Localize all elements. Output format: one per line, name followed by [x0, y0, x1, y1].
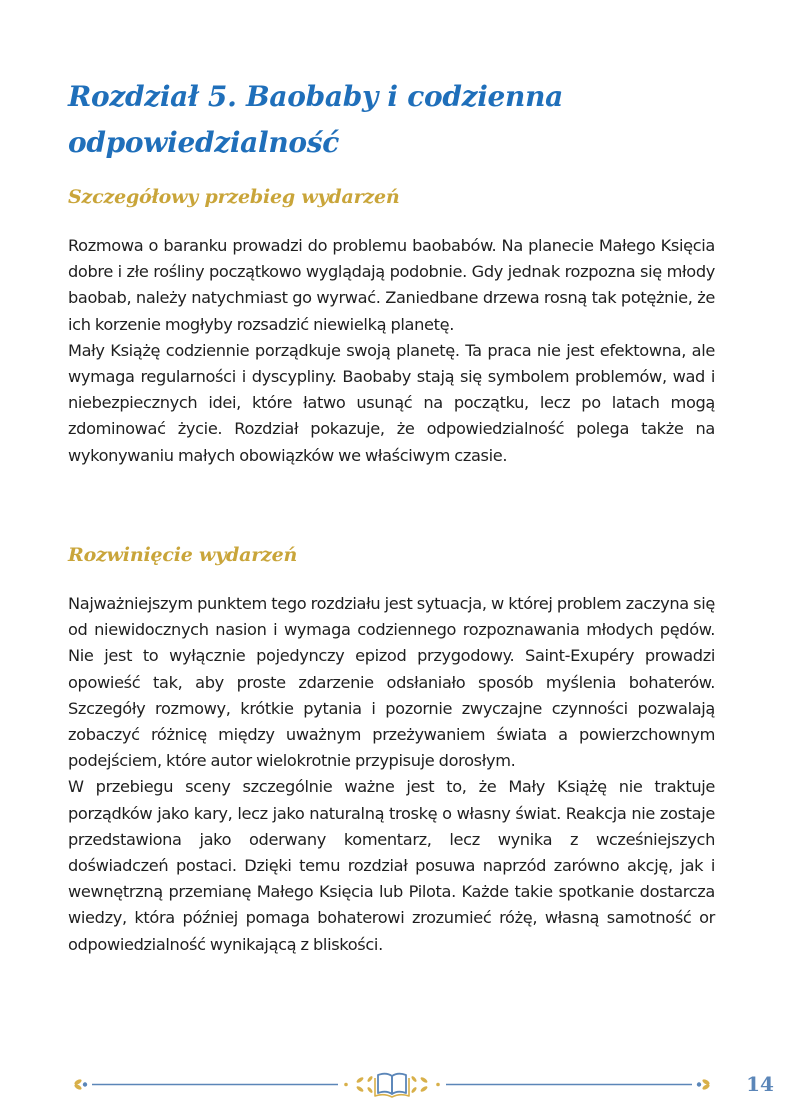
section-body-details [68, 233, 715, 469]
right-leaf-sprig-icon [697, 1078, 711, 1090]
open-book-icon [375, 1074, 409, 1097]
center-right-leaves-icon [411, 1075, 440, 1093]
paragraph: W przebiegu sceny szczególnie ważne jest to, że Mały Książę nie traktuje porządków jako kary, lecz jako naturalną troskę o własny świat. Reakcja nie zostaje przedstawiona jako oderwany komentarz, lecz wynika z wcześniejszych doświadczeń postaci. Dzięki temu rozdział posuwa naprzód zarówno akcję, jak i wewnętrzną przemianę Małego Księcia lub Pilota. Każde takie spotkanie dostarcza wiedzy, która później pomaga bohaterowi zrozumieć różę, własną samotność or odpowiedzialność wynikającą z bliskości. [68, 777, 715, 954]
section-heading-details: Szczegółowy przebieg wydarzeń [68, 186, 400, 208]
section-body-development [68, 591, 715, 958]
paragraph: Mały Książę codziennie porządkuje swoją planetę. Ta praca nie jest efektowna, ale wymaga regularności i dyscypliny. Baobaby stają się symbolem problemów, wad i niebezpiecznych idei, które łatwo usunąć na początku, lecz po latach mogą zdominować życie. Rozdział pokazuje, że odpowiedzialność polega także na wykonywaniu małych obowiązków we właściwym czasie. [68, 340, 715, 465]
page-number: 14 [746, 1072, 774, 1096]
footer-ornament [70, 1066, 715, 1102]
center-left-leaves-icon [344, 1075, 373, 1093]
paragraph: Rozmowa o baranku prowadzi do problemu baobabów. Na planecie Małego Księcia dobre i złe rośliny początkowo wyglądają podobnie. Gdy jednak rozpozna się młody baobab, należy natychmiast go wyrwać. Zaniedbane drzewa rosną tak potężnie, że ich korzenie mogłyby rozsadzić niewielką planetę. [68, 236, 715, 334]
section-heading-development: Rozwinięcie wydarzeń [68, 544, 298, 566]
left-leaf-sprig-icon [74, 1078, 88, 1090]
chapter-title: Rozdział 5. Baobaby i codzienna odpowiedzialność [68, 80, 564, 159]
paragraph: Najważniejszym punktem tego rozdziału jest sytuacja, w której problem zaczyna się od niewidocznych nasion i wymaga codziennego rozpoznawania młodych pędów. Nie jest to wyłącznie pojedynczy epizod przygodowy. Saint-Exupéry prowadzi opowieść tak, aby proste zdarzenie odsłaniało sposób myślenia bohaterów. Szczegóły rozmowy, krótkie pytania i pozornie zwyczajne czynności pozwalają zobaczyć różnicę między uważnym przeżywaniem świata a powierzchownym podejściem, które autor wielokrotnie przypisuje dorosłym. [68, 594, 715, 771]
